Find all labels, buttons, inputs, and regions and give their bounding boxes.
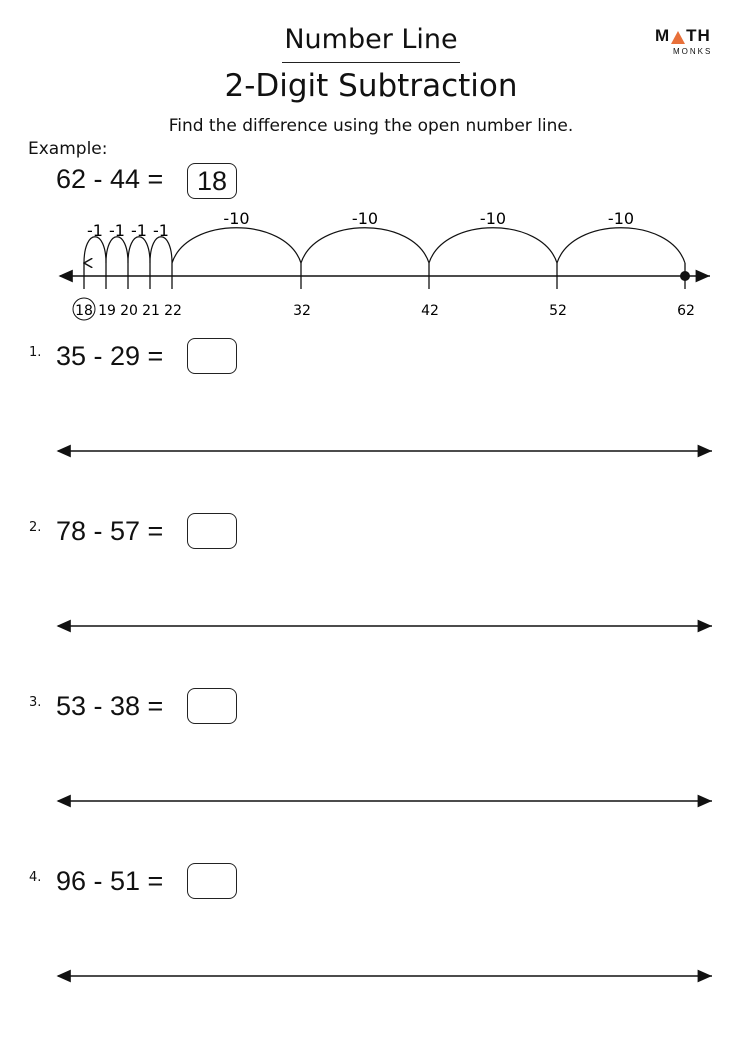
example-number-line [60, 209, 710, 320]
example-jump-label: -10 [223, 209, 250, 228]
problem-4-equation: 96 - 51 = [56, 866, 164, 896]
example-tick-label: 52 [549, 303, 567, 319]
example-tick-label: 20 [120, 303, 138, 319]
example-jump-arc [150, 237, 172, 263]
example-jump-label: -10 [607, 209, 635, 228]
example-jump-label: -1 [153, 221, 169, 240]
example-jump-label: -1 [109, 221, 125, 240]
example-equation: 62 - 44 = [56, 164, 164, 194]
example-tick-label: 18 [75, 303, 93, 319]
example-tick-label: 21 [142, 303, 160, 319]
instructions: Find the difference using the open number line. [168, 116, 574, 136]
example-jump-label: -1 [87, 221, 103, 240]
problem-3-equation: 53 - 38 = [56, 691, 164, 721]
example-tick-label: 19 [98, 303, 116, 319]
example-jump-arc [557, 228, 685, 263]
logo-subtext: MONKS [673, 47, 713, 56]
example-jump-arc [128, 237, 150, 263]
worksheet-title: Number Line [284, 24, 458, 55]
problem-3-number: 3. [29, 695, 42, 710]
problem-2-equation: 78 - 57 = [56, 516, 164, 546]
logo-text-th: TH [686, 26, 711, 45]
worksheet-subtitle: 2-Digit Subtraction [224, 68, 518, 104]
example-jump-arc [172, 228, 301, 263]
example-jump-label: -10 [479, 209, 507, 228]
example-tick-label: 42 [421, 303, 439, 319]
problem-1-equation: 35 - 29 = [56, 341, 164, 371]
problem-1-number: 1. [29, 345, 42, 360]
start-point-dot [680, 271, 690, 281]
logo-text-m: M [655, 26, 671, 45]
example-jump-arc [301, 228, 429, 263]
problem-2-number: 2. [29, 520, 42, 535]
example-jump-arc [429, 228, 557, 263]
example-jump-label: -1 [131, 221, 147, 240]
example-jump-arc [106, 237, 128, 263]
example-jump-arc [84, 237, 106, 263]
example-tick-label: 62 [677, 303, 695, 319]
example-label: Example: [28, 139, 108, 159]
example-jump-label: -10 [351, 209, 379, 228]
example-tick-label: 32 [293, 303, 311, 319]
problem-4-number: 4. [29, 870, 42, 885]
example-tick-label: 22 [164, 303, 182, 319]
example-answer-box: 18 [187, 163, 237, 199]
